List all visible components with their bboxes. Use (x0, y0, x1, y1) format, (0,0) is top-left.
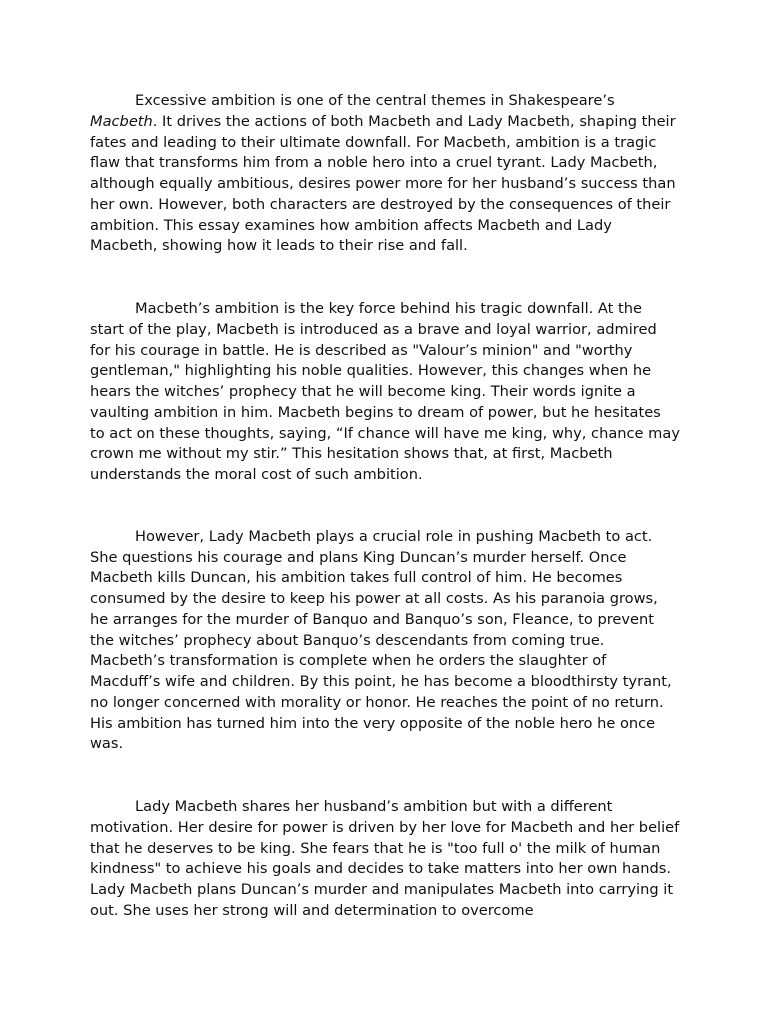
paragraph-2: Macbeth’s ambition is the key force behind his tragic downfall. At the start of the play, Macbeth is introduced as a brave and loyal warrior, admired for his courage in battle. He is described as "Valour’s minion" and "worthy gentleman," highlighting his noble qualities. However, this changes when he hears the witches’ prophecy that he will become king. Their words ignite a vaulting ambition in him. Macbeth begins to dream of power, but he hesitates to act on these thoughts, saying, “If chance will have me king, why, chance may crown me without my stir.” This hesitation shows that, at first, Macbeth understands the moral cost of such ambition. (90, 300, 680, 483)
play-title: Macbeth (90, 112, 153, 130)
essay-body (90, 91, 680, 964)
paragraph-1-text: . It drives the actions of both Macbeth and Lady Macbeth, shaping their fates and leading to their ultimate downfall. For Macbeth, ambition is a tragic flaw that transforms him from a noble hero into a cruel tyrant. Lady Macbeth, although equally ambitious, desires power more for her husband’s success than her own. However, both characters are destroyed by the consequences of their ambition. This essay examines how ambition affects Macbeth and Lady Macbeth, showing how it leads to their rise and fall. (90, 112, 676, 255)
paragraph-1-lead: Excessive ambition is one of the central themes in Shakespeare’s (135, 92, 615, 109)
paragraph-4: Lady Macbeth shares her husband’s ambition but with a different motivation. Her desire for power is driven by her love for Macbeth and her belief that he deserves to be king. She fears that he is "too full o' the milk of human kindness" to achieve his goals and decides to take matters into her own hands. Lady Macbeth plans Duncan’s murder and manipulates Macbeth into carrying it out. She uses her strong will and determination to overcome (90, 798, 680, 919)
paragraph-1 (90, 91, 680, 257)
paragraph-3: However, Lady Macbeth plays a crucial role in pushing Macbeth to act. She questions his courage and plans King Duncan’s murder herself. Once Macbeth kills Duncan, his ambition takes full control of him. He becomes consumed by the desire to keep his power at all costs. As his paranoia grows, he arranges for the murder of Banquo and Banquo’s son, Fleance, to prevent the witches’ prophecy about Banquo’s descendants from coming true. Macbeth’s transformation is complete when he orders the slaughter of Macduff’s wife and children. By this point, he has become a bloodthirsty tyrant, no longer concerned with morality or honor. He reaches the point of no return. His ambition has turned him into the very opposite of the noble hero he once was. (90, 527, 672, 753)
